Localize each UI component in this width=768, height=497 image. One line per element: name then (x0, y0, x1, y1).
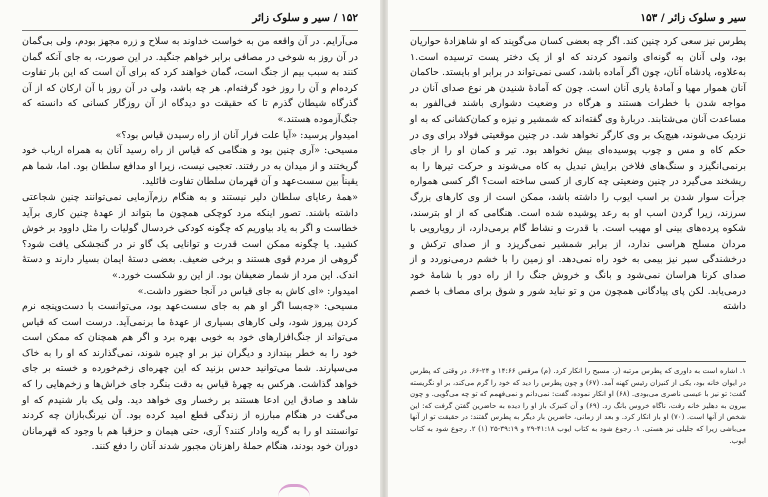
footnote: ۱. اشاره است به داوری که پطرس مرتبه (ر. مسیح را انکار کرد. (م) مرقس ۱۴:۶۶ و ۲۴-۶۶. در وقتی که پطرس در ایوان خانه بود، یکی از کنیزان رئیس کهنه آمد. (۶۷) و چون پطرس را دید که خود را گرم می‌کند، بر او نگریسته گفت: تو نیز با عیسی ناصری می‌بودی. (۶۸) او انکار نموده، گفت: نمی‌دانم و نمی‌فهمم که تو چه می‌گویی. و چون بیرون به دهلیز خانه رفت، ناگاه خروس بانگ زد. (۶۹) و آن کنیزک باز او را دیده به حاضرین گفتن گرفت که: این شخص از آنها است. (۷۰) او باز انکار کرد. و بعد از زمانی، حاضرین بار دیگر به پطرس گفتند: در حقیقت تو از آنها می‌باشی زیرا که جلیلی نیز هستی. ۱. رجوع شود به کتاب ایوب ۴۱:۱۸-۲۹ و ۳۹:۱۹-۲۵ (۱) ۲. رجوع شود به کتاب ایوب. (410, 366, 746, 445)
left-header-rule (22, 30, 358, 31)
paragraph: مسیحی: «چه‌بسا اگر او هم به جای سست‌عهد بود، می‌توانست با دست‌وپنجه نرم کردن پیروز شود، ولی کارهای بسیاری از عهدهٔ ما برنمی‌آید. درست است که قیاس می‌تواند از جنگ‌افزارهای خود به خوبی بهره برد و اگر هم همچنان که ممکن است خود را به خطر بیندازد و دیگران نیز بر او چیره شوند، نمی‌گذارند که او را به خاک می‌سپارند. شما می‌توانید حدس بزنید که این چهره‌ای زخم‌خورده و خسته بر جای خواهد گذاشت. هرکس به چهرهٔ قیاس به دقت بنگرد جای خراش‌ها و زخم‌هایی را که شاهد و صادق این ادعا هستند بر رخسار وی خواهد دید. ولی یک بار شنیدم که او می‌گفت در هنگام مبارزه از زندگی قطع امید کرده بود. آن نیرنگ‌بازان چه کردند توانستند او را به گریه وادار کنند؟ آری، حتی هیمان و حزقیا هم با وجود که قهرمانان دوران خود بودند، هنگام حملهٔ راهزنان مجبور شدند آنان را دفع کنند. (22, 301, 358, 453)
paragraph: «همهٔ رعایای سلطان دلیر نیستند و به هنگام رزم‌آزمایی نمی‌توانند چنین شجاعتی داشته باشند. تصور اینکه مرد کوچکی همچون ما بتواند از عهدهٔ چنین کاری برآید خطاست و اگر به یاد بیاوریم که چگونه کودکی خردسال گولیات را مثل داوود بر خوش کشید. یا چگونه ممکن است قدرت و توانایی یک گاو نر در گنجشکی یافت شود؟ گروهی از مردم قوی هستند و برخی ضعیف. بعضی دستهٔ ایمان بسیار دارند و دستهٔ اندک. این مرد از شمار ضعیفان بود. از این رو شکست خورد.» (21, 191, 358, 281)
left-page-header-text: ۱۵۲ / سیر و سلوک زائر (252, 12, 358, 24)
paragraph: امیدوار پرسید: «آیا علت فرار آنان از راه رسیدن قیاس بود؟» (115, 129, 358, 141)
right-page-body (410, 34, 746, 315)
right-page-header-text: سیر و سلوک زائر / ۱۵۳ (640, 12, 746, 24)
left-page-body (22, 34, 358, 455)
paragraph: می‌آرایم. در آن واقعه من به خواست خداوند به سلاح و زره مجهز بودم، ولی بی‌گمان در آن روز به شوخی در مصافی برابر خواهم جنگید. در این صورت، به جای آنکه گمان کنند به سبب بیم از جنگ است، گمان خواهند کرد که برای آن است که این بار تفاوت کرده‌ام و آن را روز خود گرفته‌ام. هر چه باشد، ولی در آن روز با آن ارکان که از آن گذرگاه شیطان گذرم تا که حقیقت دو دیدگاه از آن روزگار کسانی که دانسته که جنگ‌آزموده هستند.» (22, 36, 358, 125)
right-page (388, 0, 768, 497)
left-page (0, 0, 380, 497)
right-header-rule (410, 30, 746, 31)
paragraph: مسیحی: «آری چنین بود و هنگامی که قیاس از راه رسید آنان به همراه ارباب خود گریختند و از میدان به در رفتند. تعجبی نیست، زیرا او مدافع سلطان بود. اما، شما هم یقیناً بین سست‌عهد و آن قهرمان سلطان تفاوت قائلید. (22, 145, 358, 188)
left-page-header (22, 12, 358, 28)
right-page-header (410, 12, 746, 28)
bookmark-ribbon (278, 484, 310, 497)
paragraph: امیدوار: «ای کاش به جای قیاس در آنجا حضور داشت.» (137, 285, 358, 297)
book-gutter (380, 0, 388, 497)
paragraph: پطرس نیز سعی کرد چنین کند. اگر چه بعضی کسان می‌گویند که او شاهزادهٔ حواریان بود، ولی آنان به گونه‌ای وانمود کردند که او از یک دختر پست ترسیده است.۱ به‌علاوه، پادشاه آنان، چون اگر آماده باشد، کسی نمی‌تواند در برابر او بایستد. حاکمان آنان هموار مهیا و آمادهٔ یاری آنان است. چون که آمادهٔ شنیدن هر نوع صدای آنان در مواجه شدن با خطرات هستند و هرگاه در وضعیت دشواری باشند فی‌الفور به مساعدت آنان می‌شتابند. دربارهٔ وی گفته‌اند که شمشیر و نیزه و کمان‌کشانی که به او نزدیک می‌شوند، هیچ‌یک بر وی کارگر نخواهد شد. در چنین موقعیتی فولاد برای وی در حکم کاه و مس و چوب پوسیده‌ای بیش نخواهد بود. تیر و کمان او را از جای برنمی‌انگیزد و سنگ‌های فلاخن برایش تبدیل به کاه می‌شوند و حرکت تیرها را به ریشخند می‌گیرد در چنین وضعیتی چه کاری از کسی ساخته است؟ اگر کسی همواره جرأت سوار شدن بر اسب ایوب را داشته باشد، ممکن است از وی کارهای بزرگ سرزند، زیرا گردن اسب او به رعد پوشیده شده است. هنگامی که از او بترسند، شکوه پرده‌های بینی او مهیب است. با قدرت و نشاط گام برمی‌دارد، از رویارویی با مردان مسلح هراسی ندارد، از برابر شمشیر نمی‌گریزد و از صدای ترکش و درخشندگی سپر نیز بیمی به خود راه نمی‌دهد. او زمین را با خشم درمی‌نوردد و از صدای کرنا هراسان نمی‌شود و بانگ و خروش جنگ را از راه دور با شامهٔ خود درمی‌یابد. لکن پای پیادگانی همچون من و تو نباید شور و شوق برای مصاف با خصم داشته (410, 36, 746, 313)
footnote-rule (588, 361, 746, 362)
